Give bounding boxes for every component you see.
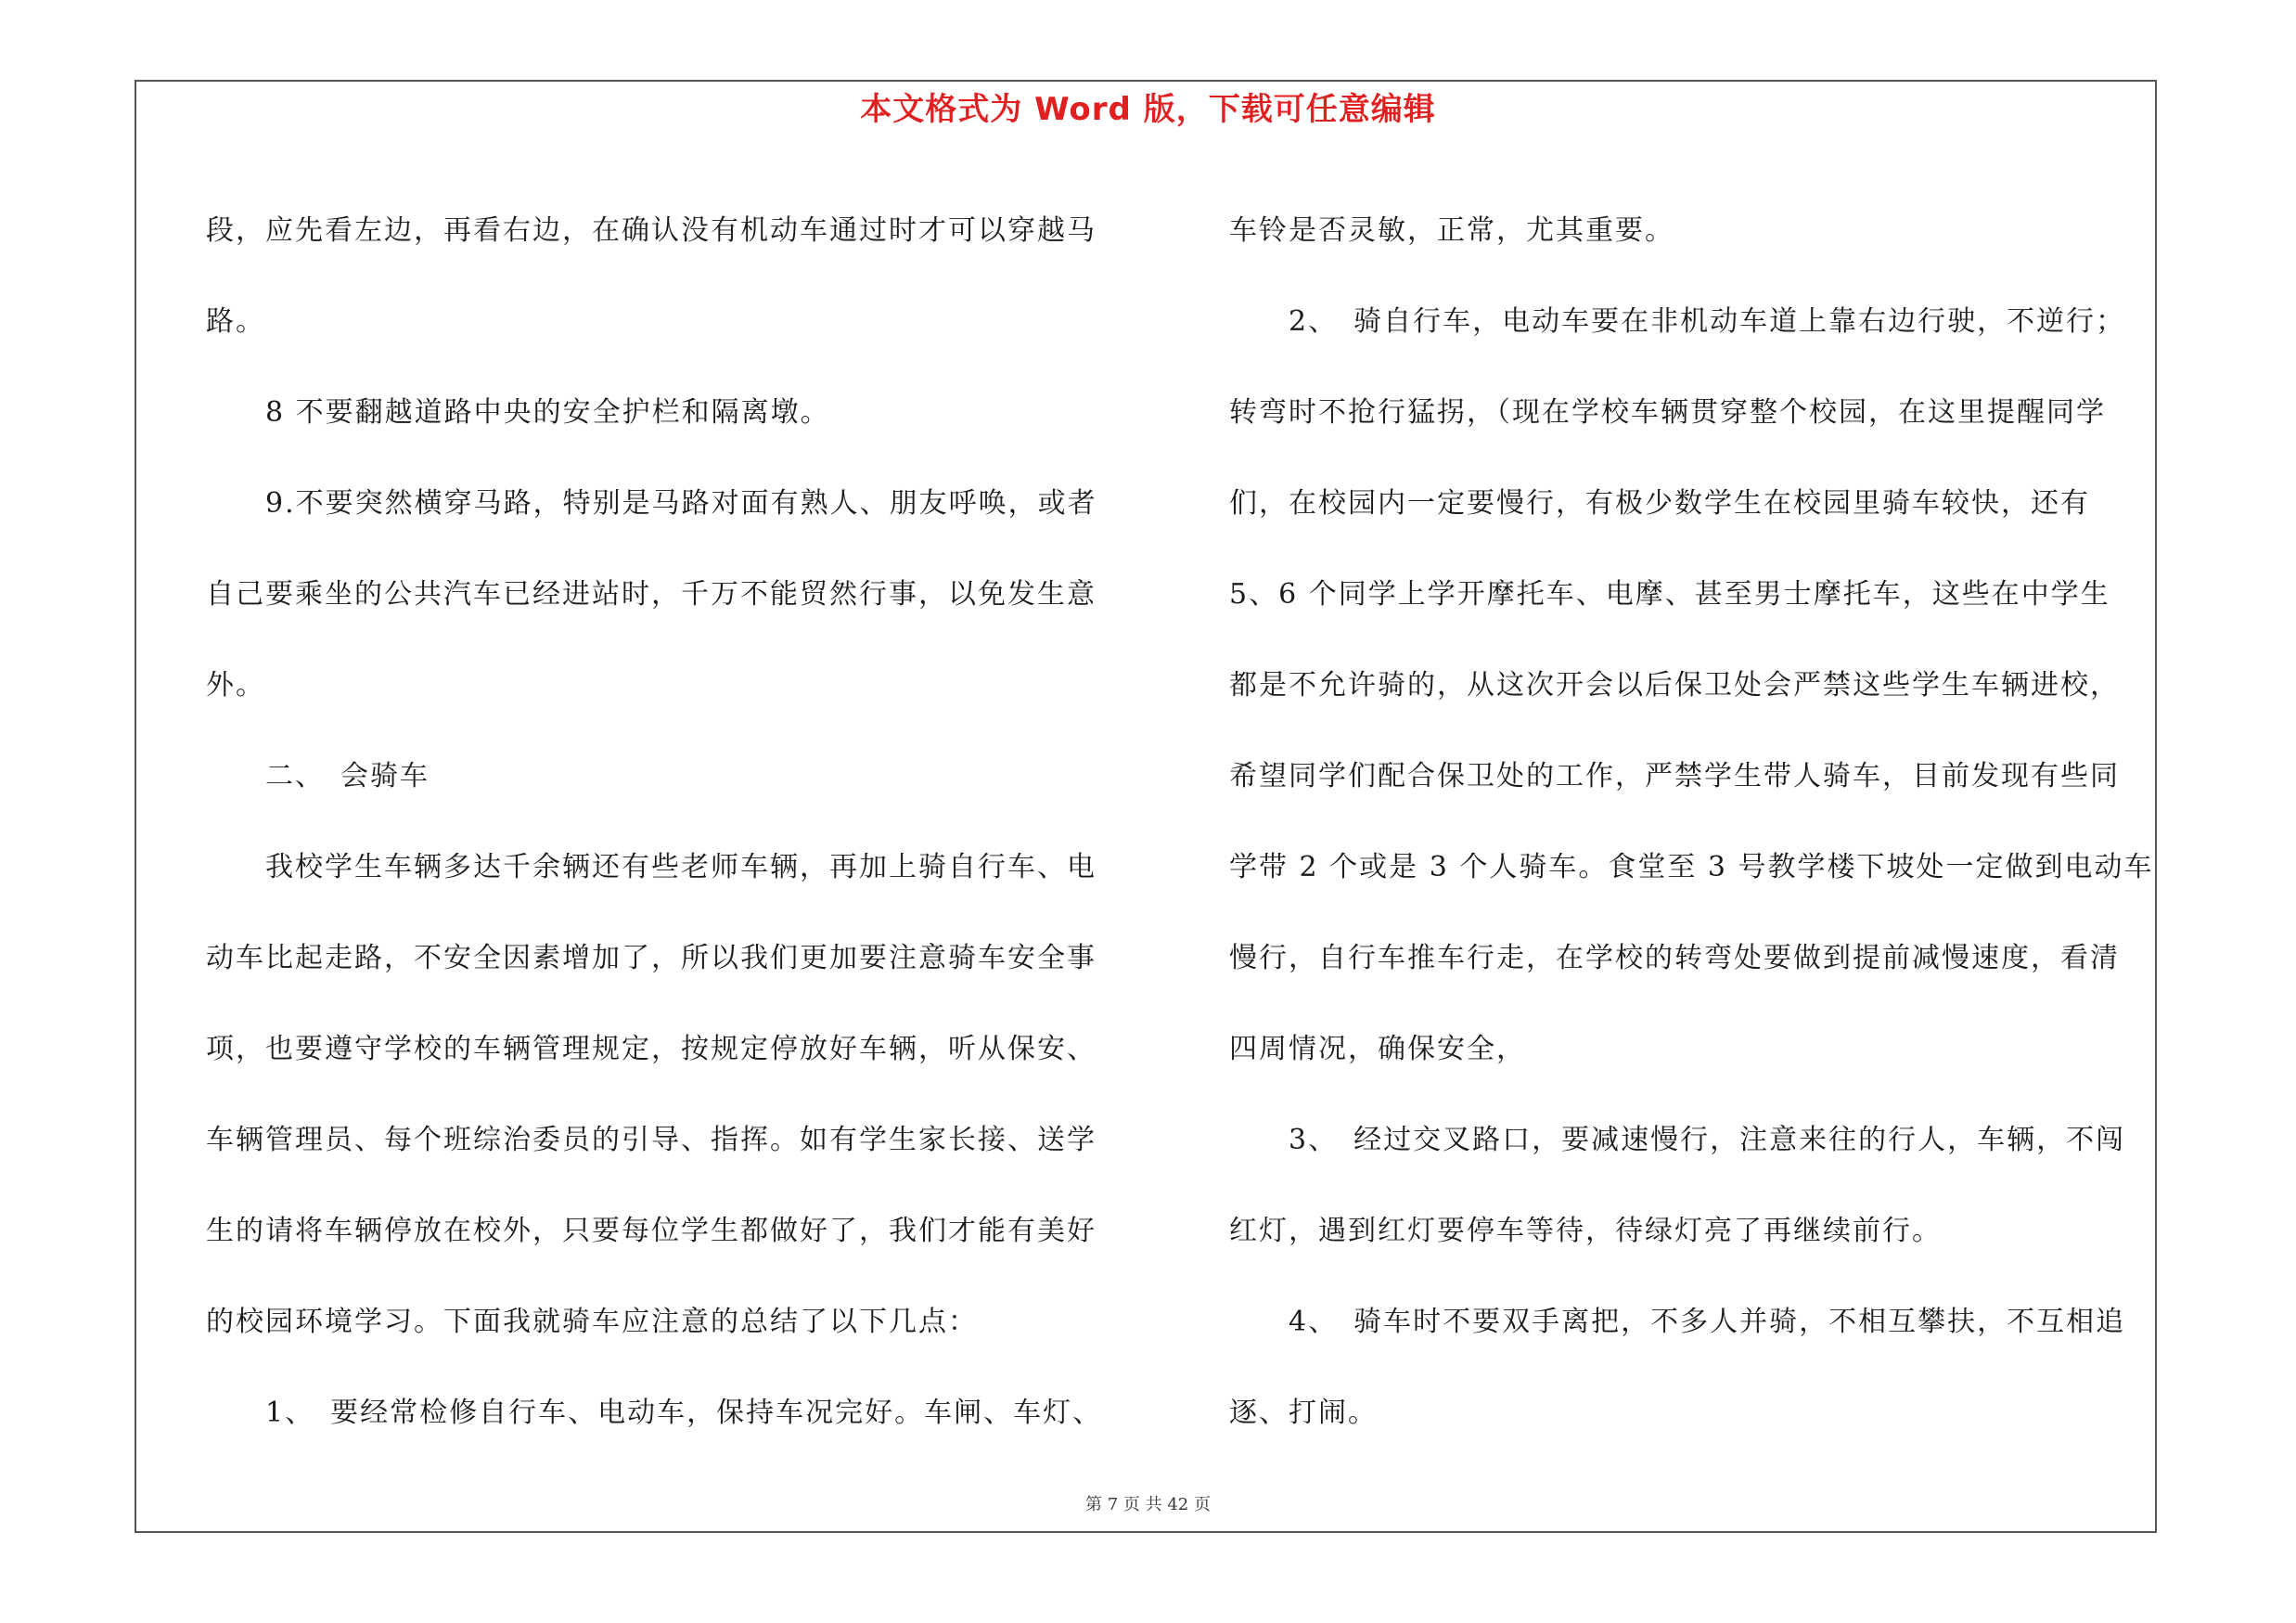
text-line: 4、 骑车时不要双手离把，不多人并骑，不相互攀扶，不互相追	[1229, 1306, 2126, 1338]
text-line: 动车比起走路，不安全因素增加了，所以我们更加要注意骑车安全事	[206, 942, 1097, 974]
text-line: 我校学生车辆多达千余辆还有些老师车辆，再加上骑自行车、电	[206, 851, 1097, 883]
text-line: 学带 2 个或是 3 个人骑车。食堂至 3 号教学楼下坡处一定做到电动车	[1229, 851, 2154, 883]
page-number-footer: 第 7 页 共 42 页	[1085, 1495, 1211, 1514]
left-text-column	[206, 186, 1152, 1459]
text-line: 红灯，遇到红灯要停车等待，待绿灯亮了再继续前行。	[1229, 1215, 1942, 1247]
text-line: 们，在校园内一定要慢行，有极少数学生在校园里骑车较快，还有	[1229, 487, 2090, 520]
text-line: 段，应先看左边，再看右边，在确认没有机动车通过时才可以穿越马	[206, 214, 1097, 247]
text-line: 3、 经过交叉路口，要减速慢行，注意来往的行人，车辆，不闯	[1229, 1124, 2126, 1156]
text-line: 8 不要翻越道路中央的安全护栏和隔离墩。	[206, 396, 830, 429]
text-line: 2、 骑自行车，电动车要在非机动车道上靠右边行驶，不逆行；	[1229, 305, 2126, 338]
text-line: 外。	[206, 669, 265, 702]
text-line: 慢行，自行车推车行走，在学校的转弯处要做到提前减慢速度，看清	[1229, 942, 2120, 974]
text-line: 车辆管理员、每个班综治委员的引导、指挥。如有学生家长接、送学	[206, 1124, 1097, 1156]
text-line: 项，也要遵守学校的车辆管理规定，按规定停放好车辆，听从保安、	[206, 1033, 1097, 1065]
text-line: 9.不要突然横穿马路，特别是马路对面有熟人、朋友呼唤，或者	[206, 487, 1097, 520]
text-line: 都是不允许骑的，从这次开会以后保卫处会严禁这些学生车辆进校，	[1229, 669, 2120, 702]
text-line: 希望同学们配合保卫处的工作，严禁学生带人骑车，目前发现有些同	[1229, 760, 2120, 792]
text-line: 逐、打闹。	[1229, 1397, 1378, 1429]
text-line: 四周情况，确保安全，	[1229, 1033, 1526, 1065]
text-line: 自己要乘坐的公共汽车已经进站时，千万不能贸然行事，以免发生意	[206, 578, 1097, 611]
right-text-column	[1229, 186, 2157, 1459]
text-line: 的校园环境学习。下面我就骑车应注意的总结了以下几点：	[206, 1306, 978, 1338]
word-format-banner: 本文格式为 Word 版，下载可任意编辑	[860, 91, 1436, 128]
text-line: 5、6 个同学上学开摩托车、电摩、甚至男士摩托车，这些在中学生	[1229, 578, 2110, 611]
text-line: 转弯时不抢行猛拐，（现在学校车辆贯穿整个校园，在这里提醒同学	[1229, 396, 2106, 429]
text-line: 生的请将车辆停放在校外，只要每位学生都做好了，我们才能有美好	[206, 1215, 1097, 1247]
text-line: 车铃是否灵敏，正常，尤其重要。	[1229, 214, 1674, 247]
text-line: 路。	[206, 305, 265, 338]
text-line: 1、 要经常检修自行车、电动车，保持车况完好。车闸、车灯、	[206, 1397, 1103, 1429]
section-heading: 二、 会骑车	[206, 760, 430, 792]
